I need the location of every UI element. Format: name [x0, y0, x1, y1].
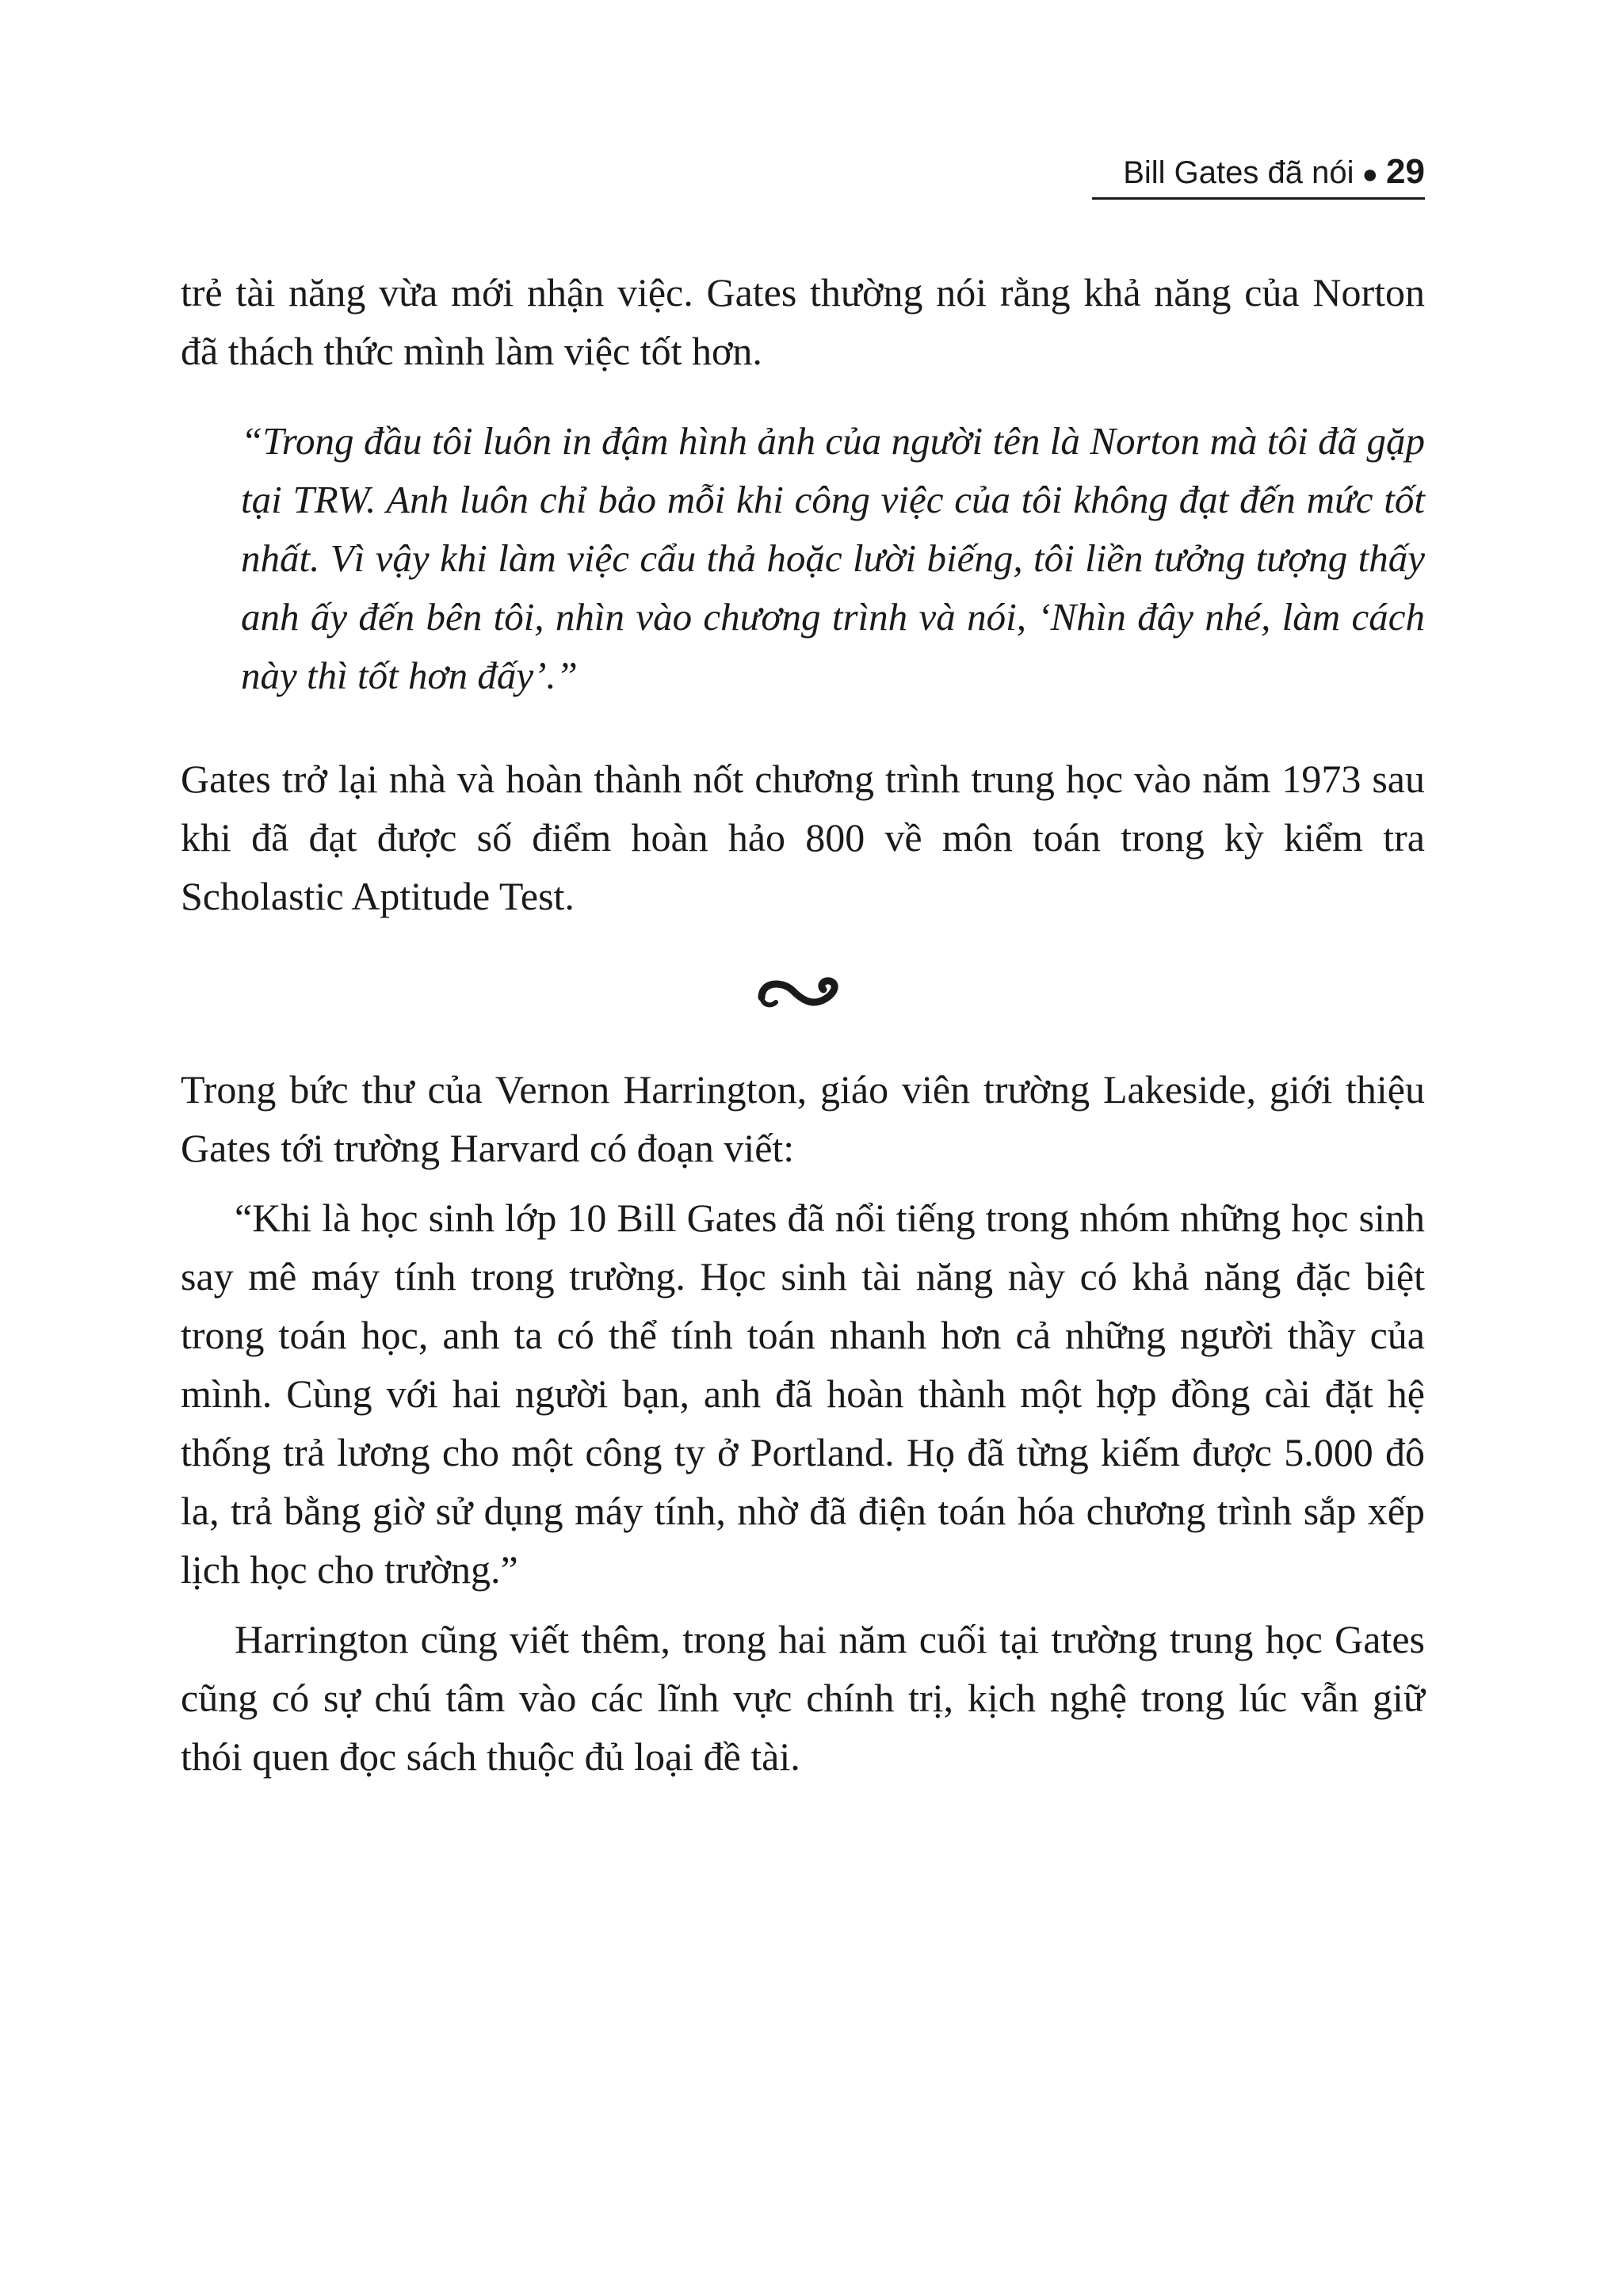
body-paragraph: “Khi là học sinh lớp 10 Bill Gates đã nổi tiếng trong nhóm những học sinh say mê máy tính trong trường. Học sinh tài năng này có khả năng đặc biệt trong toán học, anh ta có thể tính toán nhanh hơn cả những người thầy của mình. Cùng với hai người bạn, anh đã hoàn thành một hợp đồng cài đặt hệ thống trả lương cho một công ty ở Portland. Họ đã từng kiếm được 5.000 đô la, trả bằng giờ sử dụng máy tính, nhờ đã điện toán hóa chương trình sắp xếp lịch học cho trường.”: [181, 1196, 1425, 1592]
page-number: 29: [1386, 152, 1425, 191]
page-body: [181, 263, 1425, 1786]
block-quote: “Trong đầu tôi luôn in đậm hình ảnh của người tên là Norton mà tôi đã gặp tại TRW. Anh luôn chỉ bảo mỗi khi công việc của tôi không đạt đến mức tốt nhất. Vì vậy khi làm việc cẩu thả hoặc lười biếng, tôi liền tưởng tượng thấy anh ấy đến bên tôi, nhìn vào chương trình và nói, ‘Nhìn đây nhé, làm cách này thì tốt hơn đấy’.”: [241, 419, 1425, 697]
swash-ornament-icon: [755, 971, 850, 1015]
body-paragraph: trẻ tài năng vừa mới nhận việc. Gates thường nói rằng khả năng của Norton đã thách thức mình làm việc tốt hơn.: [181, 270, 1425, 373]
running-title: Bill Gates đã nói: [1123, 155, 1354, 190]
running-header: [1092, 152, 1425, 200]
body-paragraph: Harrington cũng viết thêm, trong hai năm cuối tại trường trung học Gates cũng có sự chú tâm vào các lĩnh vực chính trị, kịch nghệ trong lúc vẫn giữ thói quen đọc sách thuộc đủ loại đề tài.: [181, 1617, 1425, 1779]
body-paragraph: Gates trở lại nhà và hoàn thành nốt chương trình trung học vào năm 1973 sau khi đã đạt được số điểm hoàn hảo 800 về môn toán trong kỳ kiểm tra Scholastic Aptitude Test.: [181, 757, 1425, 918]
body-paragraph: Trong bức thư của Vernon Harrington, giáo viên trường Lakeside, giới thiệu Gates tới trường Harvard có đoạn viết:: [181, 1067, 1425, 1170]
section-divider: [181, 957, 1425, 1028]
bullet-separator-icon: ●: [1361, 159, 1379, 189]
